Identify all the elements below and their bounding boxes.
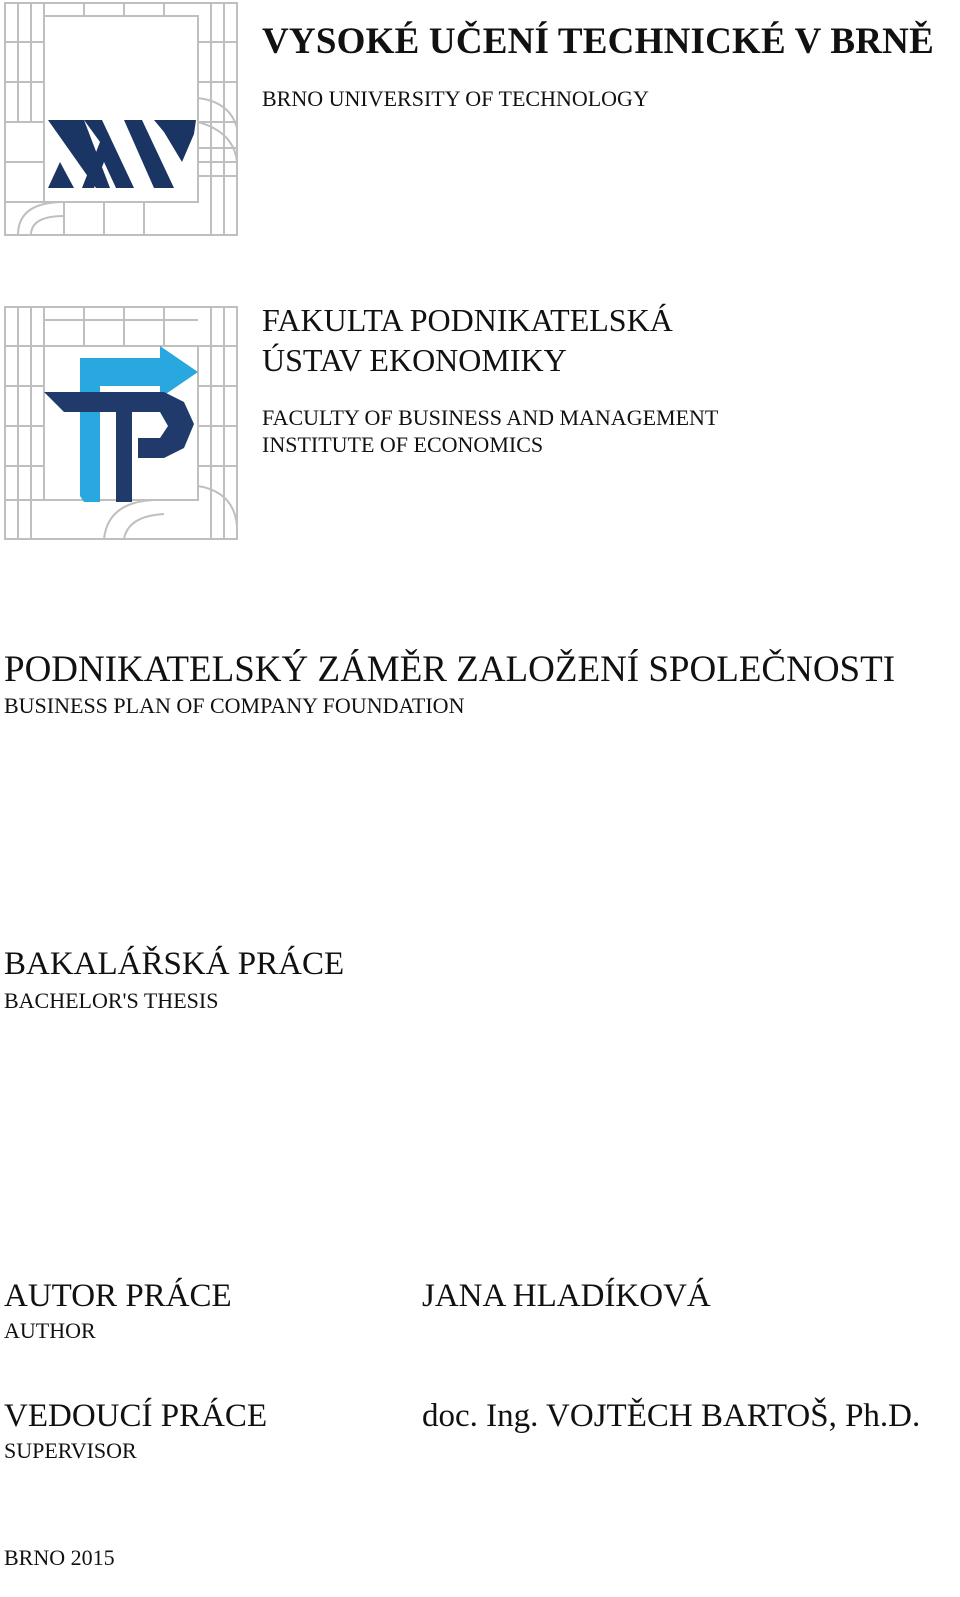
author-name: JANA HLADÍKOVÁ	[422, 1278, 711, 1314]
author-label: AUTOR PRÁCE	[4, 1278, 232, 1314]
thesis-title-english: BUSINESS PLAN OF COMPANY FOUNDATION	[4, 693, 465, 718]
university-name-english: BRNO UNIVERSITY OF TECHNOLOGY	[262, 86, 649, 111]
faculty-logo	[4, 306, 240, 542]
place-and-year: BRNO 2015	[4, 1545, 115, 1570]
faculty-name: FAKULTA PODNIKATELSKÁ	[262, 302, 673, 338]
supervisor-name: doc. Ing. VOJTĚCH BARTOŠ, Ph.D.	[422, 1398, 921, 1434]
thesis-type-english: BACHELOR'S THESIS	[4, 988, 219, 1013]
institute-name: ÚSTAV EKONOMIKY	[262, 342, 567, 378]
supervisor-label: VEDOUCÍ PRÁCE	[4, 1398, 268, 1434]
university-logo	[4, 2, 240, 238]
university-name: VYSOKÉ UČENÍ TECHNICKÉ V BRNĚ	[262, 21, 934, 62]
supervisor-label-english: SUPERVISOR	[4, 1438, 137, 1463]
faculty-name-english: FACULTY OF BUSINESS AND MANAGEMENT	[262, 405, 719, 430]
author-label-english: AUTHOR	[4, 1318, 96, 1343]
thesis-title: PODNIKATELSKÝ ZÁMĚR ZALOŽENÍ SPOLEČNOSTI	[4, 649, 896, 690]
institute-name-english: INSTITUTE OF ECONOMICS	[262, 432, 544, 457]
thesis-type: BAKALÁŘSKÁ PRÁCE	[4, 946, 345, 982]
